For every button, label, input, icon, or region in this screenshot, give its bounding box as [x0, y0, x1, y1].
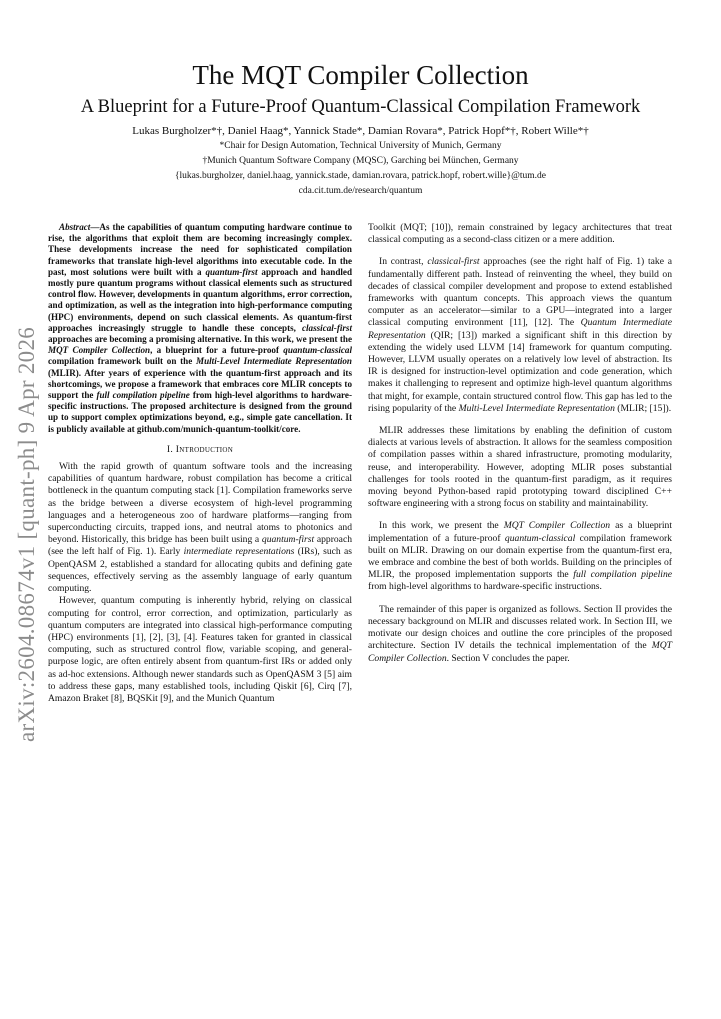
intro-paragraph-4: MLIR addresses these limitations by enabling the definition of custom dialects at various levels of abstraction. It allows for the seamless composition of compilation passes within a shared infrastructure, promoting modularity, reuse, and interoperability. However, adopting MLIR poses substantial challenges for tools rooted in the quantum-first paradigm, as it requires moving beyond Python-based rapid prototyping toward disciplined C++ software engineering with a strong focus on stability and maintainability. — [368, 425, 672, 510]
intro-paragraph-2-continued: Toolkit (MQT; [10]), remain constrained by legacy architectures that treat classical computing as a second-class citizen or a mere addition. — [368, 222, 672, 246]
paper-title: The MQT Compiler Collection — [192, 60, 529, 90]
intro-paragraph-2: However, quantum computing is inherently hybrid, relying on classical computing for control, error correction, and optimization, particularly as quantum computers are integrated into classical high-performance computing (HPC) environments [1], [2], [3], [4]. Features taken for granted in classical computing, such as structured control flow, variable scoping, and general-purpose logic, are often entirely absent from quantum-first IRs or added only as ad-hoc extensions. Although newer standards such as OpenQASM 3 [5] aim to address these gaps, many established tools, including Qiskit [6], Cirq [7], Amazon Braket [8], BQSKit [9], and the Munich Quantum — [48, 595, 352, 704]
left-column — [48, 222, 352, 705]
author-emails: {lukas.burgholzer, daniel.haag, yannick.stade, damian.rovara, patrick.hopf, robert.wille}@tum.de — [174, 171, 547, 181]
abstract: Abstract—As the capabilities of quantum computing hardware continue to rise, the algorithms that exploit them are becoming increasingly complex. These developments increase the need for sophisticated compilation frameworks that translate high-level algorithms into executable code. In the past, most solutions were built with a quantum-first approach and handled mostly pure quantum programs without classical elements such as structured control flow. However, developments in quantum algorithms, error correction, and optimization, as well as the integration into high-performance computing (HPC) environments, depend on such classical elements. As quantum-first approaches increasingly struggle to handle these concepts, classical-first approaches are becoming a promising alternative. In this work, we present the MQT Compiler Collection, a blueprint for a future-proof quantum-classical compilation framework built on the Multi-Level Intermediate Representation (MLIR). After years of experience with the quantum-first approach and its shortcomings, we propose a framework that embraces core MLIR concepts to support the full compilation pipeline from high-level algorithms to hardware-specific instructions. The proposed architecture is designed from the ground up to support complex optimizations beyond, e.g., simple gate cancellation. It is publicly available at github.com/munich-quantum-toolkit/core. — [48, 222, 353, 434]
affiliation-1: *Chair for Design Automation, Technical University of Munich, Germany — [219, 141, 502, 151]
affiliation-2: †Munich Quantum Software Company (MQSC), Garching bei München, Germany — [202, 156, 519, 166]
right-column — [368, 222, 672, 665]
intro-paragraph-6: The remainder of this paper is organized as follows. Section II provides the necessary background on MLIR and discusses related work. In Section III, we motivate our design choices and outline the core principles of the proposed architecture. Section IV details the technical implementation of the MQT Compiler Collection. Section V concludes the paper. — [368, 603, 672, 664]
intro-paragraph-1: With the rapid growth of quantum software tools and the increasing capabilities of quantum hardware, robust compilation has become a critical bottleneck in the quantum computing stack [1]. Compilation frameworks serve as the bridge between a diverse ecosystem of high-level programming languages and a heterogeneous zoo of hardware platforms—ranging from superconducting circuits, trapped ions, and neutral atoms to photonics and beyond. Historically, this bridge has been built using a quantum-first approach (see the left half of Fig. 1). Early intermediate representations (IRs), such as OpenQASM 2, established a standard for allocating qubits and defining gate sequences, effectively serving as the assembly language of early quantum computing. — [48, 461, 353, 595]
paper-subtitle: A Blueprint for a Future-Proof Quantum-Classical Compilation Framework — [80, 97, 641, 117]
group-url[interactable]: cda.cit.tum.de/research/quantum — [298, 186, 423, 196]
author-list: Lukas Burgholzer*†, Daniel Haag*, Yannick Stade*, Damian Rovara*, Patrick Hopf*†, Robert Wille*† — [132, 125, 589, 137]
intro-paragraph-3: In contrast, classical-first approaches (see the right half of Fig. 1) take a fundamentally different path. Instead of reinventing the wheel, they build on decades of classical compiler development and propose to extend established frameworks with quantum concepts. This approach views the quantum computer as an accelerator—similar to a GPU—integrated into a larger classical computing environment [11], [12]. The Quantum Intermediate Representation (QIR; [13]) marked a significant shift in this direction by extending the widely used LLVM [14] framework for quantum computing. However, LLVM usually operates on a relatively low level of abstraction. Its IR is designed for instruction-level optimization and code generation, which makes it challenging to represent and optimize high-level quantum algorithms that might, for example, contain structured control flow. This gap has led to the rising popularity of the Multi-Level Intermediate Representation (MLIR; [15]). — [368, 256, 673, 414]
intro-paragraph-5: In this work, we present the MQT Compiler Collection as a blueprint implementation of a future-proof quantum-classical compilation framework built on MLIR. Drawing on our domain expertise from the quantum-first era, we embrace and combine the best of both worlds. Building on the principles of MLIR, the proposed implementation supports the full compilation pipeline from high-level algorithms to hardware-specific instructions. — [368, 520, 672, 593]
section-heading-introduction: I. Introduction — [166, 443, 234, 455]
arxiv-stamp: arXiv:2604.08674v1 [quant-ph] 9 Apr 2026 — [14, 326, 39, 742]
